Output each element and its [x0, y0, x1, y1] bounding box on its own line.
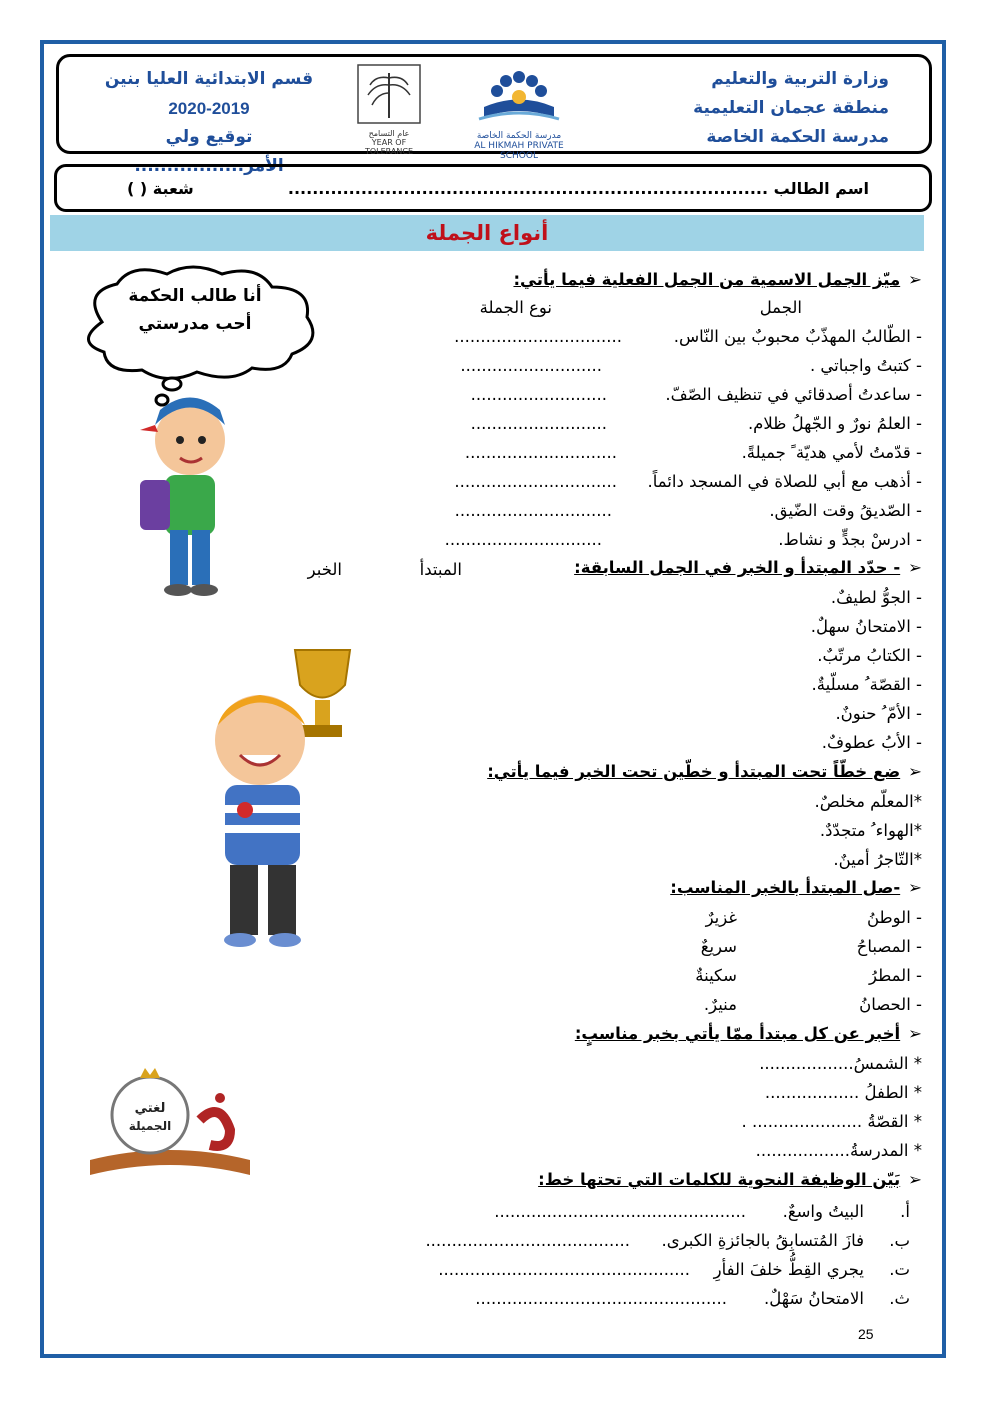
cloud-line-2: أحب مدرستي: [138, 314, 252, 334]
academic-year: 2020-2019: [168, 99, 250, 118]
q1-col-sentence: الجمل: [759, 298, 802, 317]
section-field[interactable]: شعبة ( ): [127, 179, 194, 198]
q1-answer-5[interactable]: .............................: [464, 443, 617, 462]
q6-letter-4: ث.: [889, 1289, 910, 1308]
q4-predicate-1: غزيرٌ: [705, 908, 737, 927]
ministry-name: وزارة التربية والتعليم: [711, 69, 889, 89]
q4-subject-4: - الحصانُ: [859, 995, 922, 1014]
q1-sentence-1: - الطّالبُ المهذّبٌ محبوبٌ بين النّاس.: [673, 327, 922, 346]
tolerance-logo-icon: [356, 63, 422, 125]
arrow-bullet-icon: ➢: [908, 762, 922, 781]
book-logo-line-1: لغتي: [134, 1101, 166, 1116]
q1-sentence-7: - الصّديقُ وقت الضّيق.: [769, 501, 922, 520]
tolerance-caption-en: YEAR OF TOLERANCE: [364, 138, 414, 156]
q2-sentence-3: - الكتابُ مرتّبٌ.: [817, 646, 922, 665]
student-name-field[interactable]: اسم الطالب ...............................................................................: [287, 179, 869, 198]
q6-letter-1: أ.: [900, 1202, 910, 1221]
q4-subject-2: - المصباحُ: [856, 937, 922, 956]
q2-col-predicate: الخبر: [307, 560, 342, 579]
q6-answer-1[interactable]: ................................................: [494, 1202, 746, 1221]
cloud-line-1: أنا طالب الحكمة: [128, 286, 262, 306]
q2-sentence-4: - القصّة ُ مسلّيةٌ.: [811, 675, 922, 694]
q6-sentence-1: البيتُ واسعٌ.: [782, 1202, 864, 1221]
q1-answer-8[interactable]: ..............................: [444, 530, 602, 549]
q5-item-2[interactable]: * الطفلُ ..................: [764, 1083, 922, 1102]
parent-signature: توقيع ولي الأمر.................: [134, 127, 284, 176]
zone-name: منطقة عجمان التعليمية: [693, 98, 889, 118]
arrow-bullet-icon: ➢: [908, 1170, 922, 1189]
q4-title: ➢-صل المبتدأ بالخبر المناسب:: [670, 878, 922, 897]
school-logo-icon: [464, 67, 574, 127]
q6-sentence-3: يجري القِطُّ خلفَ الفأرِ: [713, 1260, 864, 1279]
q6-answer-4[interactable]: ................................................: [475, 1289, 727, 1308]
q6-letter-2: ب.: [889, 1231, 910, 1250]
trophy-boy-illustration: [200, 630, 365, 955]
student-boy-illustration: [70, 380, 270, 610]
q1-answer-1[interactable]: ................................: [454, 327, 622, 346]
q6-title: ➢بَيّن الوظيفة النحوية للكلمات التي تحتها خط:: [538, 1170, 922, 1189]
q5-item-1[interactable]: * الشمسُ..................: [759, 1054, 922, 1073]
q2-sentence-6: - الأبُ عطوفٌ.: [821, 733, 922, 752]
q4-predicate-3: سكينةٌ: [695, 966, 737, 985]
q2-sentence-2: - الامتحانُ سهلٌ.: [810, 617, 922, 636]
q3-sentence-1: *المعلّم مخلصٌ.: [814, 792, 922, 811]
page-number: 25: [858, 1326, 874, 1342]
q6-sentence-2: فازَ المُتسابِقُ بالجائزةِ الكبرى.: [661, 1231, 864, 1250]
tolerance-logo: [349, 63, 429, 156]
q2-sentence-1: - الجوُّ لطيفٌ.: [830, 588, 922, 607]
q1-answer-4[interactable]: ..........................: [470, 414, 607, 433]
q1-sentence-5: - قدّمتُ لأمي هديّة ً جميلةً.: [741, 443, 922, 462]
arrow-bullet-icon: ➢: [908, 558, 922, 577]
student-info-box: [54, 164, 932, 212]
q1-sentence-4: - العلمُ نورٌ و الجّهلُ ظلام.: [747, 414, 922, 433]
q5-item-4[interactable]: * المدرسةُ..................: [755, 1141, 922, 1160]
q3-title: ➢ضع خطّاً تحت المبتدأ و خطّين تحت الخبر فيما يأتي:: [487, 762, 922, 781]
q1-answer-2[interactable]: ...........................: [460, 356, 602, 375]
ministry-block: [669, 65, 889, 152]
q1-col-type: نوع الجملة: [479, 298, 552, 317]
q1-answer-3[interactable]: ..........................: [470, 385, 607, 404]
cloud-text: [80, 282, 310, 338]
q5-title: ➢أخبر عن كل مبتدأ ممّا يأتي بخبر مناسبٍ:: [574, 1024, 922, 1043]
q6-letter-3: ت.: [889, 1260, 910, 1279]
q4-subject-1: - الوطنُ: [866, 908, 922, 927]
q2-sentence-5: - الأمّ ُ حنونٌ.: [835, 704, 922, 723]
q1-sentence-3: - ساعدتُ أصدقائي في تنظيف الصّفّ.: [665, 385, 922, 404]
worksheet-title: أنواع الجملة: [50, 215, 924, 251]
q2-title: ➢- حدّد المبتدأ و الخبر في الجمل السابقة:: [574, 558, 922, 577]
q6-sentence-4: الامتحانُ سَهْلٌ.: [763, 1289, 864, 1308]
q5-item-3[interactable]: * القصّةُ ..................... .: [741, 1112, 922, 1131]
q4-predicate-4: منيرٌ.: [703, 995, 737, 1014]
q6-answer-2[interactable]: .......................................: [425, 1231, 630, 1250]
my-beautiful-language-logo-icon: [80, 1060, 260, 1190]
arrow-bullet-icon: ➢: [908, 270, 922, 289]
school-logo-caption-en: AL HIKMAH PRIVATE SCHOOL: [474, 141, 564, 161]
arrow-bullet-icon: ➢: [908, 1024, 922, 1043]
q4-subject-3: - المطرُ: [869, 966, 922, 985]
q3-sentence-2: *الهواء ُ متجدّدٌ.: [819, 821, 922, 840]
q1-sentence-2: - كتبتُ واجباتي .: [809, 356, 922, 375]
school-name: مدرسة الحكمة الخاصة: [706, 127, 889, 147]
header-box: [56, 54, 932, 176]
q6-answer-3[interactable]: ................................................: [438, 1260, 690, 1279]
department-name: قسم الابتدائية العليا بنين: [104, 69, 314, 89]
q1-sentence-6: - أذهب مع أبي للصلاة في المسجد دائماً.: [647, 472, 922, 491]
q1-answer-7[interactable]: ..............................: [454, 501, 612, 520]
q3-sentence-3: *التّاجرُ أمينٌ.: [833, 850, 922, 869]
q2-col-subject: المبتدأ: [419, 560, 462, 579]
q1-sentence-8: - ادرسْ بجدٍّ و نشاط.: [778, 530, 922, 549]
school-logo: [459, 67, 579, 161]
q4-predicate-2: سريعٌ: [700, 937, 737, 956]
arrow-bullet-icon: ➢: [908, 878, 922, 897]
tolerance-caption-ar: عام التسامح: [368, 129, 410, 138]
q1-title: ➢ميّز الجمل الاسمية من الجمل الفعلية فيما يأتي:: [513, 270, 922, 289]
q1-answer-6[interactable]: ...............................: [454, 472, 617, 491]
book-logo-line-2: الجميلة: [128, 1119, 172, 1133]
school-logo-caption-ar: مدرسة الحكمة الخاصة: [476, 131, 562, 141]
